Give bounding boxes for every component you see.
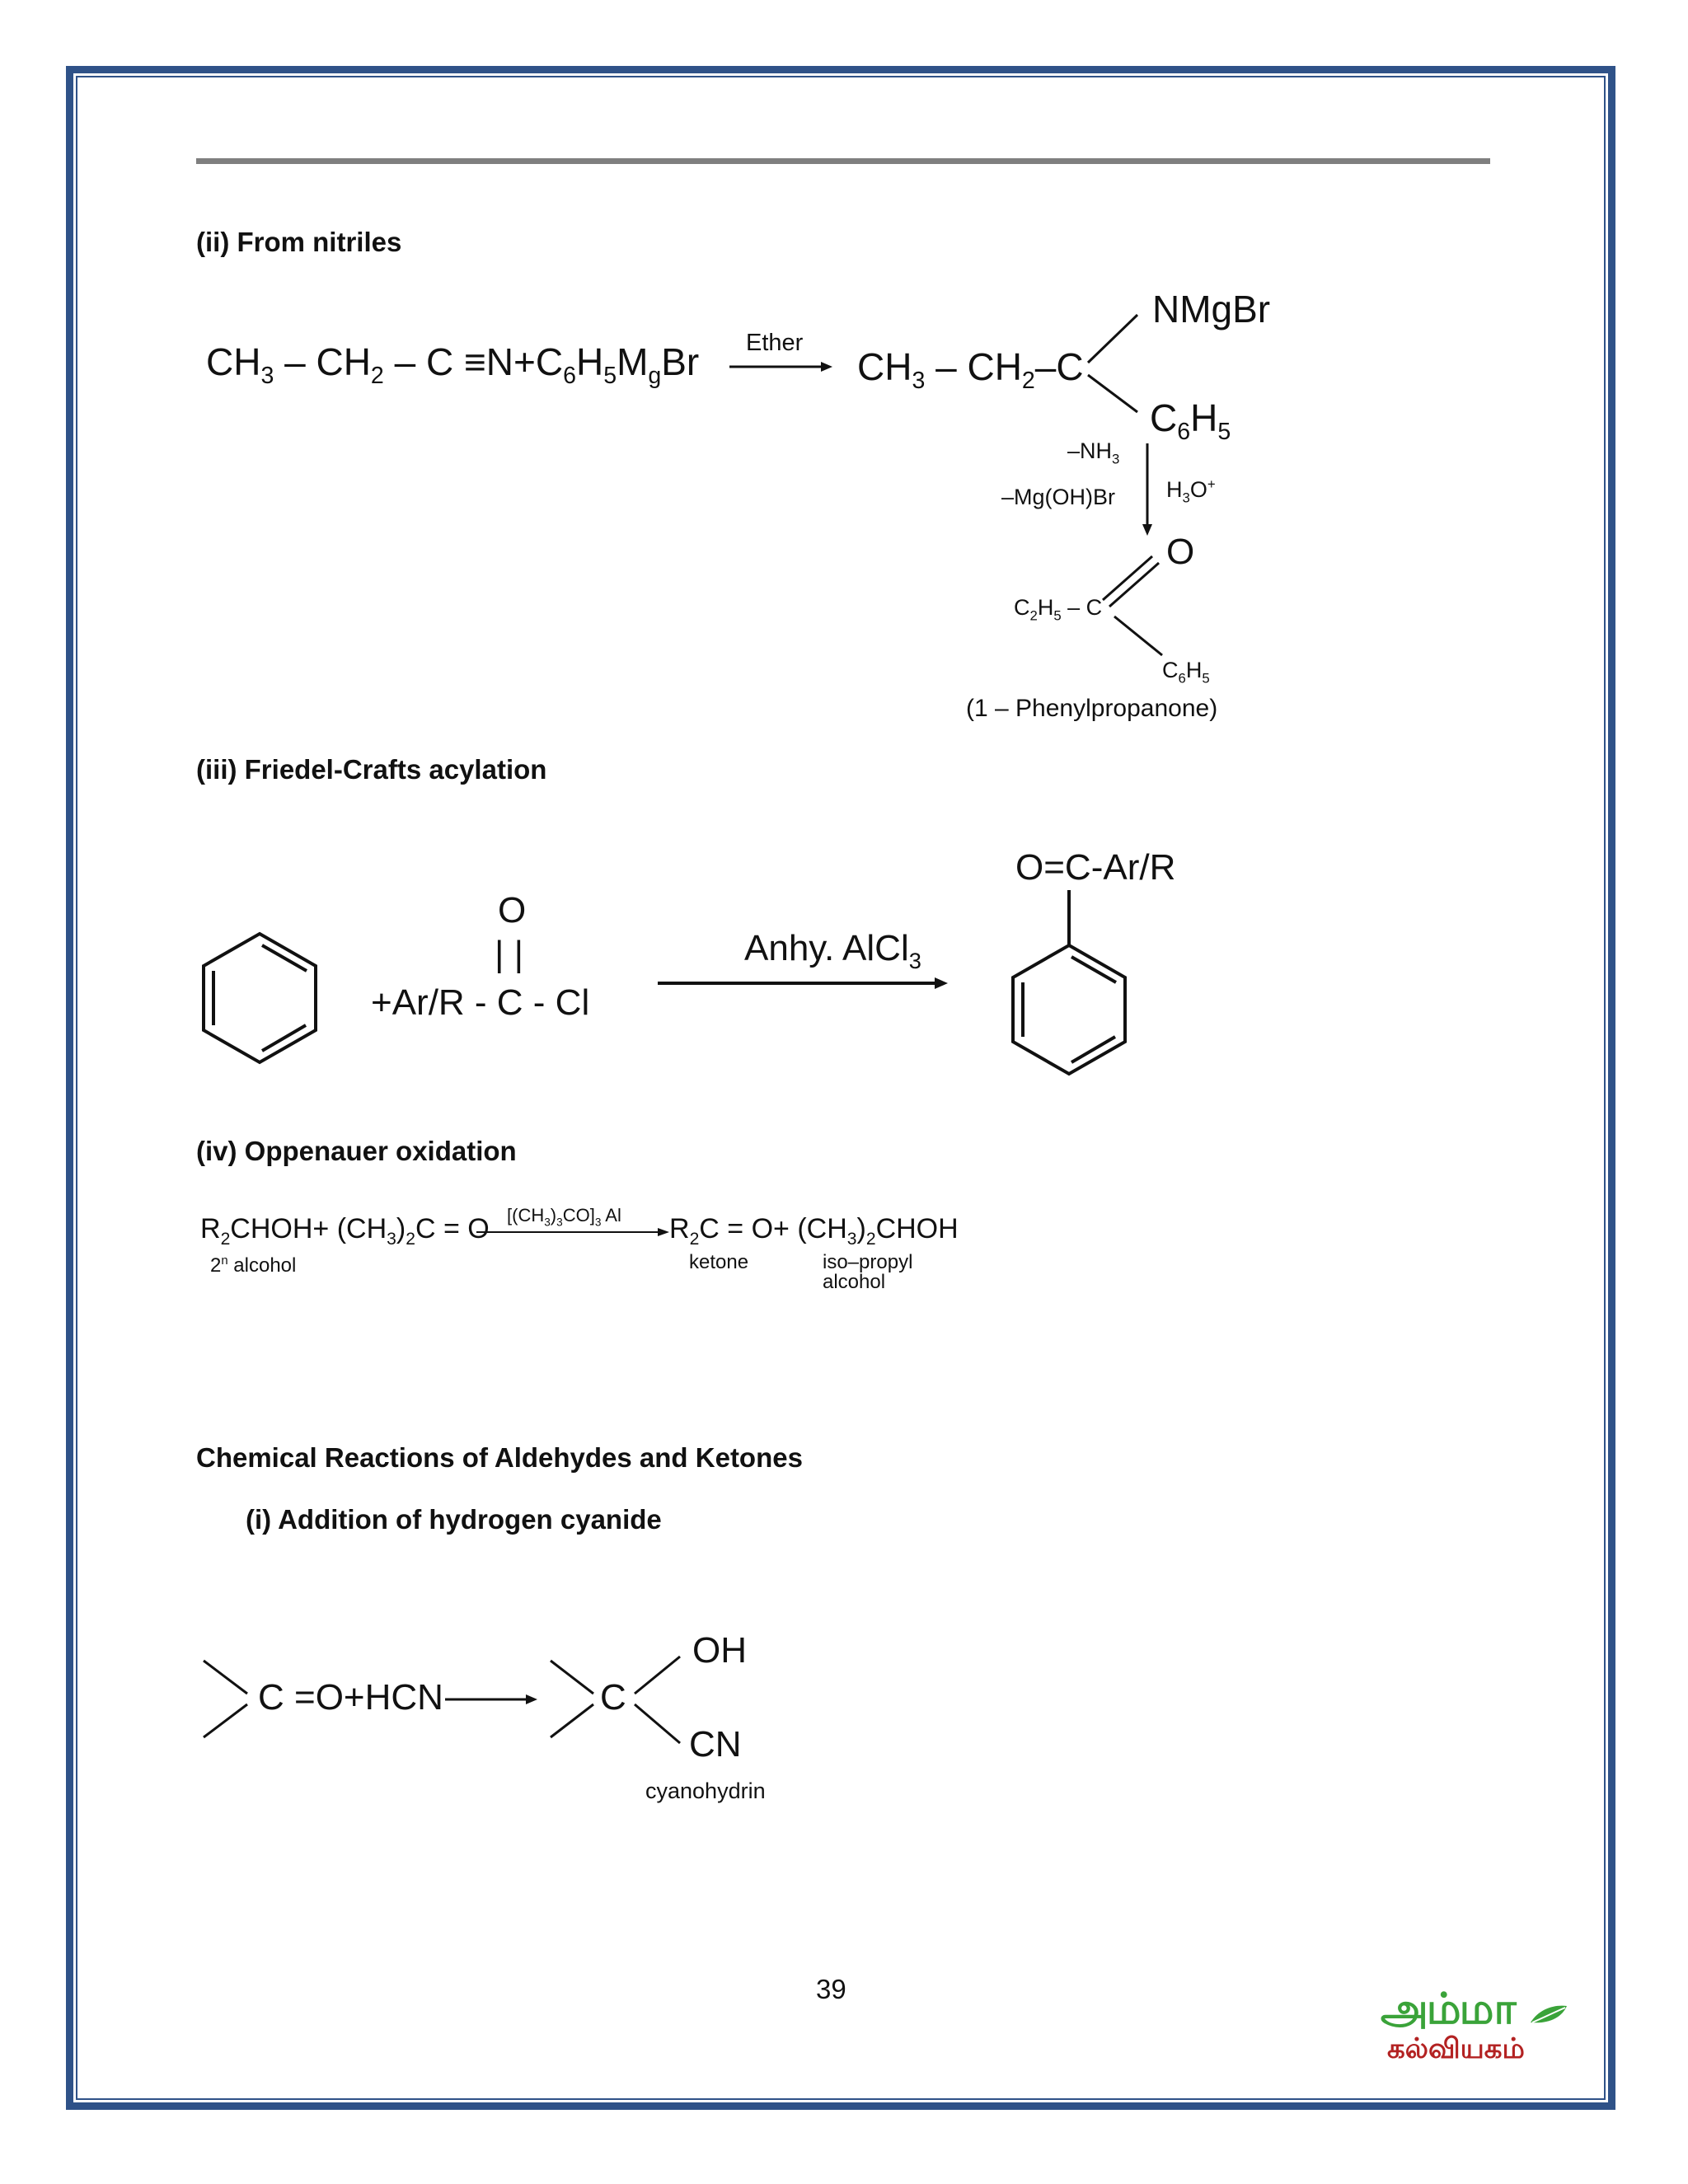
ch3: $CH_3$ [206, 340, 274, 390]
heading-oppenauer: (iv) Oppenauer oxidation [196, 1136, 517, 1166]
cyano-group: CN [689, 1724, 742, 1765]
grignard-reagent: $C_6H_5M_gBr$ [535, 340, 700, 390]
minus-nh3: $-NH_3$ [1067, 438, 1120, 467]
bond-reactant-upper [204, 1661, 247, 1694]
carbonyl-reactant: C =O+HCN [258, 1677, 443, 1718]
isopropyl-alcohol-label: alcohol [823, 1271, 886, 1293]
imine-intermediate: $CH_3 - CH_2-C$ [857, 345, 1084, 395]
cyanohydrin-carbon: C [600, 1677, 626, 1718]
product-name: (1 – Phenylpropanone) [966, 695, 1218, 722]
bond-c-nmgbr [1088, 315, 1137, 363]
bond-product-upper [551, 1661, 593, 1694]
heading-chemical-reactions: Chemical Reactions of Aldehydes and Ketones [196, 1442, 803, 1473]
dash: – [284, 340, 306, 383]
oppenauer-arrow-head [658, 1228, 669, 1236]
heading-friedel-crafts: (iii) Friedel-Crafts acylation [196, 754, 547, 785]
ketone-label: ketone [689, 1251, 749, 1273]
bond-c-cn [635, 1704, 680, 1743]
benzene-ring-reactant [204, 934, 316, 1062]
logo-text-top: அம்மா [1381, 1985, 1515, 2034]
bond-reactant-lower [204, 1704, 247, 1737]
bond-c-c6h5 [1088, 375, 1137, 412]
dash: – [394, 340, 416, 383]
page-number: 39 [816, 1974, 846, 2004]
carbonyl-oxygen: O [1166, 532, 1195, 572]
benzene-ring-product [1013, 945, 1125, 1074]
catalyst-label: Anhy. AlCl$_3$ [744, 928, 921, 973]
bond-c-o-double-2 [1109, 563, 1159, 607]
logo-text-bottom: கல்வியகம் [1387, 2032, 1525, 2065]
product-phenyl: $C_6H_5$ [1162, 658, 1210, 687]
ether-arrow-head [821, 362, 832, 372]
bond-c-oh [635, 1657, 680, 1694]
minus-mg-oh-br: –Mg(OH)Br [1001, 485, 1116, 509]
ether-label: Ether [746, 330, 804, 356]
heading-from-nitriles: (ii) From nitriles [196, 227, 402, 257]
amma-kalviyagam-logo [1381, 1985, 1570, 2067]
acyl-group-product: O=C-Ar/R [1015, 847, 1176, 888]
alcl3-arrow-head [935, 977, 948, 989]
nitrile-group: C ≡N+ [425, 340, 536, 383]
heading-hcn-addition: (i) Addition of hydrogen cyanide [246, 1504, 662, 1535]
bond-c-o-double-1 [1103, 556, 1152, 600]
aluminium-catalyst: $[(CH_3)_3CO]_3$ Al [507, 1205, 621, 1229]
isopropyl-label: iso–propyl [823, 1251, 913, 1273]
leaf-icon [1529, 2001, 1570, 2026]
secondary-alcohol-label: 2$^n$ alcohol [210, 1254, 297, 1277]
bond-product-lower [551, 1704, 593, 1737]
ch2: $CH_2$ [316, 340, 384, 390]
hcn-arrow-head [526, 1694, 537, 1704]
acyl-chloride: +Ar/R - C - Cl [371, 982, 590, 1023]
nmgbr-group: NMgBr [1152, 288, 1271, 330]
hydroxyl-group: OH [692, 1630, 747, 1671]
acyl-double-bond: | | [495, 934, 524, 974]
oppenauer-reactants: $R_2CHOH+ (CH_3)_2C = O$ [200, 1213, 490, 1249]
bond-c-c6h5-product [1114, 616, 1162, 655]
ethyl-carbon: $C_2H_5$ – C [1014, 595, 1103, 624]
phenyl-group: $C_6H_5$ [1150, 396, 1231, 446]
cyanohydrin-label: cyanohydrin [645, 1779, 766, 1803]
acyl-oxygen: O [498, 890, 527, 930]
h3o-plus: $H_3O^+$ [1166, 476, 1216, 506]
nitrile-reactants [206, 340, 699, 390]
oppenauer-products: $R_2C = O+$ $(CH_3)_2CHOH$ [669, 1213, 959, 1249]
hydrolysis-arrow-head [1142, 524, 1152, 536]
